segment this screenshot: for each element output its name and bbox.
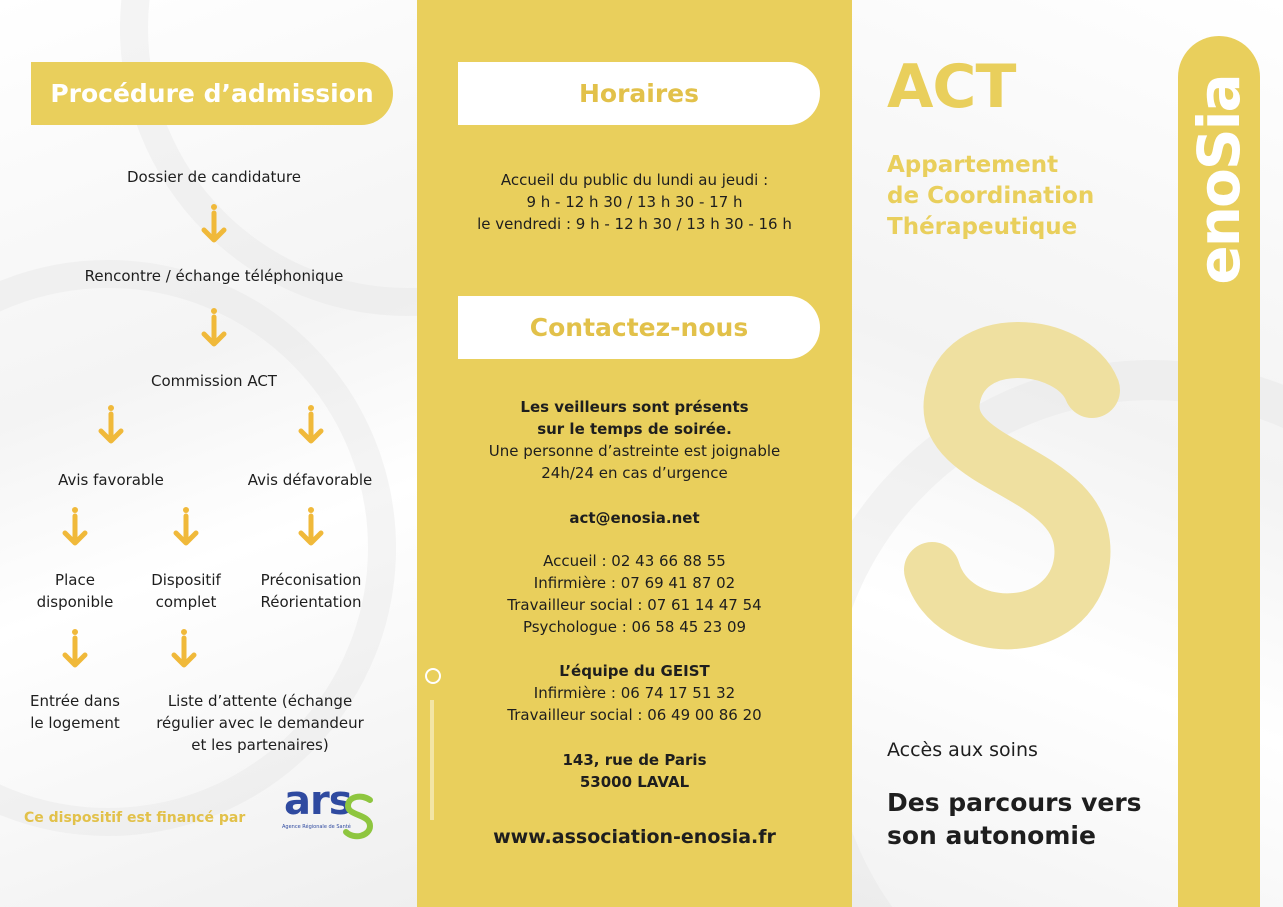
print-mark-icon: [425, 668, 441, 684]
subtitle-line: Thérapeutique: [887, 214, 1078, 240]
address-line: 143, rue de Paris: [562, 751, 707, 769]
funding-text: Ce dispositif est financé par: [24, 810, 246, 826]
geist-title: L’équipe du GEIST: [559, 662, 710, 680]
info-panel: [417, 0, 852, 907]
step-line: Liste d’attente (échange: [167, 692, 353, 710]
geist-infirmiere: Infirmière : 06 74 17 51 32: [533, 684, 736, 702]
subtitle-line: Appartement: [887, 152, 1059, 178]
tagline: [887, 786, 1142, 852]
veilleurs-text: Les veilleurs sont présents: [520, 398, 749, 416]
horaires-line: le vendredi : 9 h - 12 h 30 / 13 h 30 - 16 h: [477, 215, 792, 233]
admission-title: Procédure d’admission: [31, 62, 393, 125]
contact-title: Contactez-nous: [458, 296, 820, 359]
arrow-down-icon: [96, 404, 126, 448]
subtitle-line: de Coordination: [887, 183, 1095, 209]
step-line: Dispositif: [151, 571, 221, 589]
website-link[interactable]: www.association-enosia.fr: [493, 826, 776, 848]
step-line: le logement: [30, 714, 120, 732]
geist-travailleur: Travailleur social : 06 49 00 86 20: [507, 706, 762, 724]
arrow-down-icon: [199, 307, 229, 351]
step-dispositif-complet: [126, 569, 246, 613]
step-avis-favorable: Avis favorable: [58, 471, 164, 489]
ars-s-shape: [340, 792, 376, 842]
step-line: Place: [55, 571, 95, 589]
act-title: ACT: [887, 52, 1016, 122]
ars-logo: [280, 778, 380, 846]
phone-psychologue: Psychologue : 06 58 45 23 09: [522, 618, 747, 636]
arrow-down-icon: [296, 506, 326, 550]
step-rencontre: Rencontre / échange téléphonique: [84, 267, 344, 285]
veilleurs-text: sur le temps de soirée.: [537, 420, 732, 438]
horaires-line: 9 h - 12 h 30 / 13 h 30 - 17 h: [526, 193, 743, 211]
step-liste-attente: [135, 690, 385, 756]
print-credit-strip: [430, 700, 434, 820]
step-line: disponible: [36, 593, 114, 611]
cover-panel: [852, 0, 1283, 907]
ars-logo-letters: ars: [284, 778, 352, 824]
step-line: Préconisation: [260, 571, 362, 589]
contact-email[interactable]: act@enosia.net: [569, 509, 700, 527]
arrow-down-icon: [60, 506, 90, 550]
phone-infirmiere: Infirmière : 07 69 41 87 02: [533, 574, 736, 592]
step-avis-defavorable: Avis défavorable: [247, 471, 373, 489]
tagline-line: Des parcours vers: [887, 788, 1142, 817]
brand-logo: enoSia: [1185, 75, 1253, 285]
admission-panel: [0, 0, 417, 907]
phone-accueil: Accueil : 02 43 66 88 55: [543, 552, 726, 570]
step-place-disponible: [15, 569, 135, 613]
arrow-down-icon: [169, 628, 199, 672]
brand-s-watermark: [902, 320, 1132, 650]
arrow-down-icon: [60, 628, 90, 672]
step-commission: Commission ACT: [151, 372, 277, 390]
step-line: régulier avec le demandeur: [156, 714, 364, 732]
step-line: Réorientation: [260, 593, 362, 611]
step-line: Entrée dans: [30, 692, 120, 710]
arrow-down-icon: [171, 506, 201, 550]
ars-logo-caption: Agence Régionale de Santé: [282, 824, 351, 830]
phone-travailleur: Travailleur social : 07 61 14 47 54: [507, 596, 762, 614]
address-line: 53000 LAVAL: [579, 773, 690, 791]
step-line: complet: [155, 593, 217, 611]
arrow-down-icon: [296, 404, 326, 448]
step-line: et les partenaires): [191, 736, 329, 754]
horaires-line: Accueil du public du lundi au jeudi :: [500, 171, 769, 189]
tagline-line: son autonomie: [887, 821, 1096, 850]
step-preconisation: [240, 569, 382, 613]
acces-text: Accès aux soins: [887, 739, 1038, 761]
act-subtitle: [887, 150, 1094, 243]
astreinte-text: 24h/24 en cas d’urgence: [541, 464, 728, 482]
step-entree-logement: [10, 690, 140, 734]
arrow-down-icon: [199, 203, 229, 247]
astreinte-text: Une personne d’astreinte est joignable: [488, 442, 781, 460]
step-dossier: Dossier de candidature: [126, 168, 301, 186]
horaires-title: Horaires: [458, 62, 820, 125]
